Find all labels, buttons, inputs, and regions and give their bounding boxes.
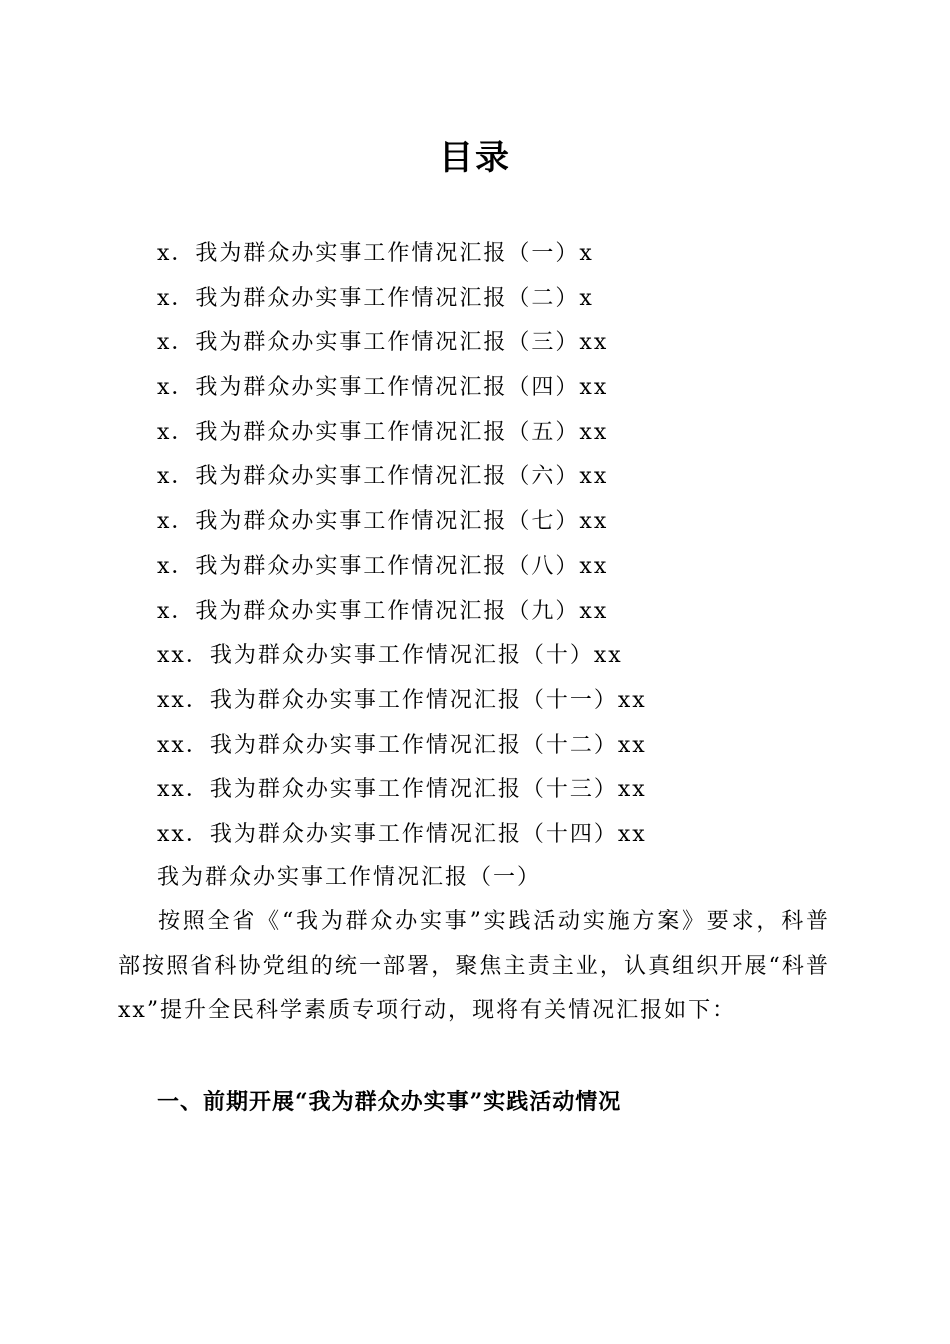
page-title: 目录 (439, 138, 511, 178)
toc-item: x．我为群众办实事工作情况汇报（八）xx (157, 553, 609, 579)
toc-item: xx．我为群众办实事工作情况汇报（十一）xx (157, 687, 647, 713)
toc-item: xx．我为群众办实事工作情况汇报（十二）xx (157, 732, 647, 758)
toc-item: x．我为群众办实事工作情况汇报（二）x (157, 285, 594, 311)
toc-item: x．我为群众办实事工作情况汇报（六）xx (157, 464, 609, 490)
toc-item: xx．我为群众办实事工作情况汇报（十三）xx (157, 777, 647, 803)
section-title: 我为群众办实事工作情况汇报（一） (157, 865, 542, 890)
toc-item: xx．我为群众办实事工作情况汇报（十四）xx (157, 821, 647, 847)
toc-item: x．我为群众办实事工作情况汇报（九）xx (157, 598, 609, 624)
toc-item: x．我为群众办实事工作情况汇报（三）xx (157, 330, 609, 356)
table-of-contents (157, 232, 647, 858)
toc-item: x．我为群众办实事工作情况汇报（一）x (157, 241, 594, 266)
section-heading: 一、前期开展“我为群众办实事”实践活动情况 (157, 1089, 622, 1115)
intro-paragraph: 按照全省《“我为群众办实事”实践活动实施方案》要求，科普部按照省科协党组的统一部署，聚焦主责主业，认真组织开展“科普xx”提升全民科学素质专项行动，现将有关情况汇报如下： (118, 909, 830, 1023)
toc-item: x．我为群众办实事工作情况汇报（七）xx (157, 509, 609, 535)
toc-item: x．我为群众办实事工作情况汇报（四）xx (157, 375, 609, 401)
toc-item: xx．我为群众办实事工作情况汇报（十）xx (157, 643, 623, 669)
toc-item: x．我为群众办实事工作情况汇报（五）xx (157, 419, 609, 445)
